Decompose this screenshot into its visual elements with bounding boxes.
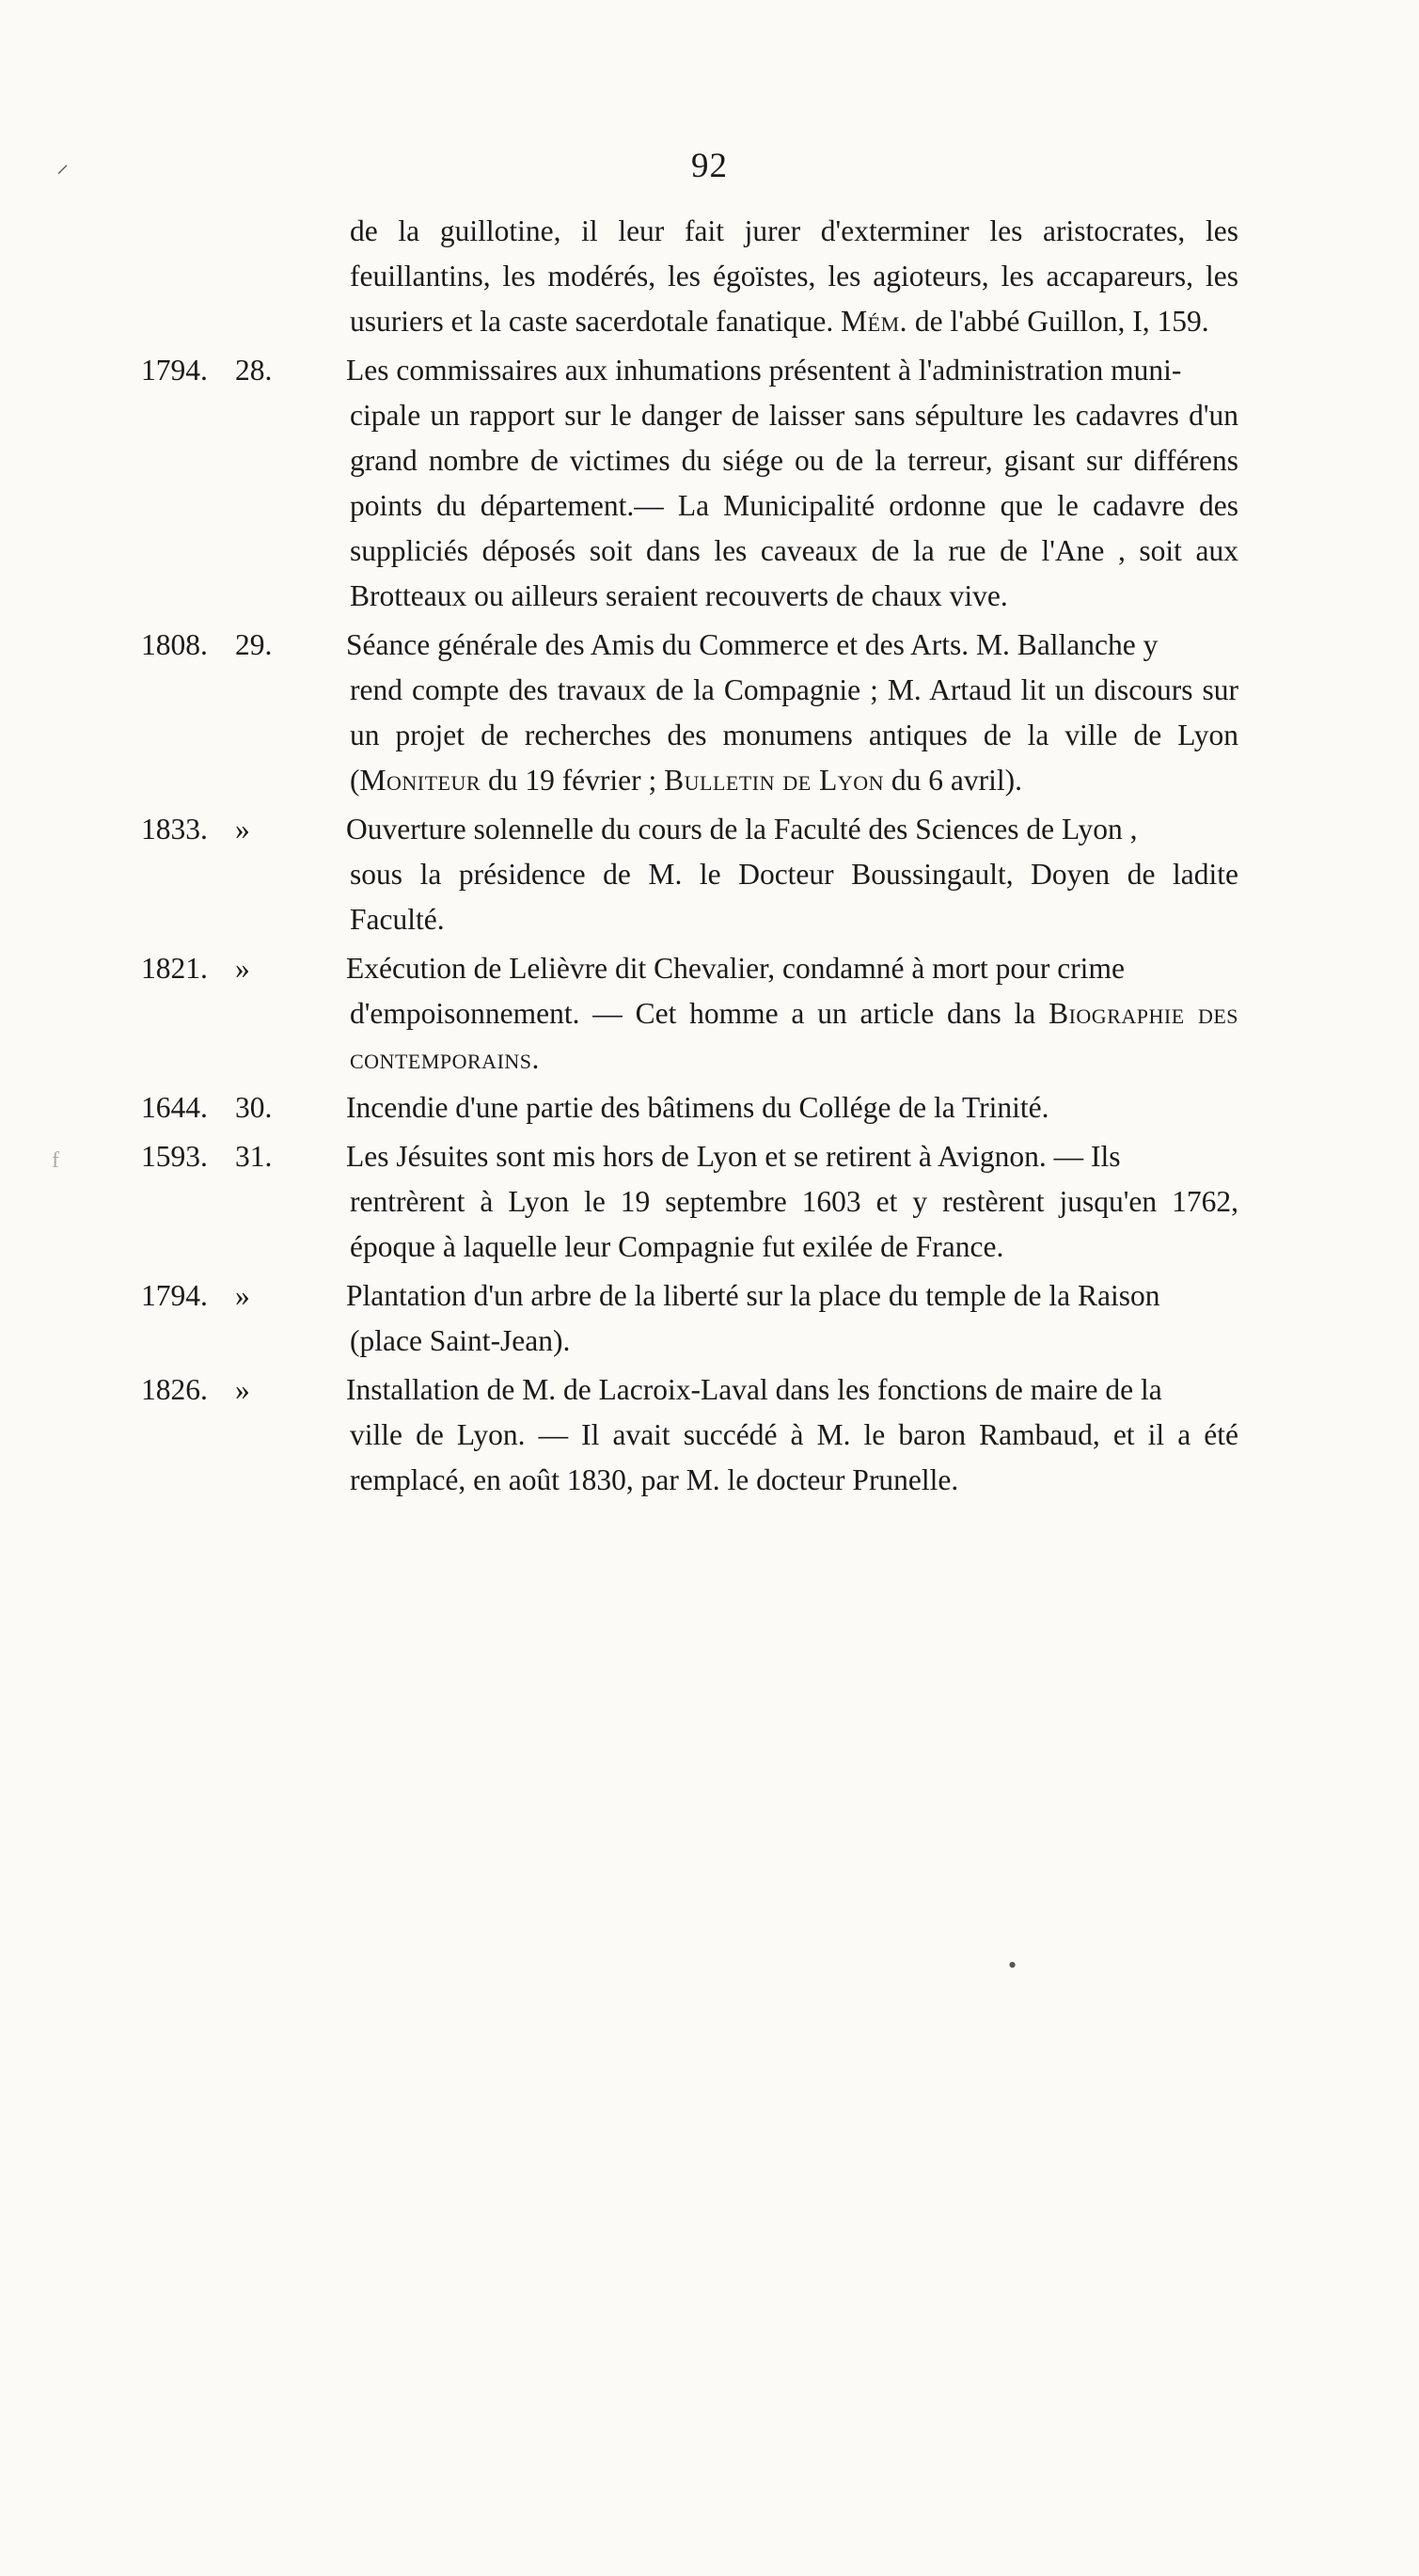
entry-first-line	[141, 1134, 1238, 1179]
entry-year: 1826.	[141, 1373, 208, 1406]
entry-text-mid: du 19 février ;	[481, 764, 665, 797]
entry-day: »	[235, 1279, 250, 1312]
entry-text-end: du 6 avril).	[883, 764, 1022, 797]
entry-day: 30.	[235, 1091, 273, 1124]
ink-mark: ⸝	[56, 150, 70, 178]
entry	[141, 1273, 1238, 1364]
entry-first-line	[141, 1085, 1238, 1130]
entry	[141, 1367, 1238, 1503]
entry-first-line	[141, 1273, 1238, 1319]
entry-year: 1593.	[141, 1140, 208, 1173]
entry-first-line	[141, 623, 1238, 668]
page-number: 92	[691, 147, 728, 185]
entry-lead: Les Jésuites sont mis hors de Lyon et se retirent à Avignon. — Ils	[346, 1140, 1121, 1173]
document-body	[141, 209, 1238, 1507]
entry	[141, 807, 1238, 942]
entry-text: rend compte des travaux de la Compagnie ; M. Artaud lit un discours sur un projet de recherches des monumens antiques de la ville de Lyon (	[350, 673, 1238, 797]
entry-first-line: de la guillotine, il leur fait jurer d'exterminer les aristocrates, les	[350, 214, 1238, 247]
entry-lead: Ouverture solennelle du cours de la Faculté des Sciences de Lyon ,	[346, 813, 1138, 845]
entry-first-line	[141, 946, 1238, 991]
ink-dot: •	[1008, 1952, 1017, 1979]
entry-text: cipale un rapport sur le danger de laisser sans sépulture les cadavres d'un grand nombre de victimes du siége ou de la terreur, gisant sur différens points du département.— La Municipalité ordonne que le cadavre des suppliciés déposés soit dans les caveaux de la rue de l'Ane , soit aux Brotteaux ou ailleurs seraient recouverts de chaux vive.	[350, 399, 1238, 612]
entry	[141, 1134, 1238, 1270]
entry-lead: Les commissaires aux inhumations présentent à l'administration muni-	[346, 354, 1182, 387]
entry-day: 28.	[235, 354, 273, 387]
entry-continuation	[141, 209, 1238, 344]
entry-text: feuillantins, les modérés, les égoïstes, les agioteurs, les accapareurs, les usuriers et la caste sacerdotale fanatique.	[350, 260, 1238, 338]
entry-year: 1794.	[141, 1279, 208, 1312]
entry	[141, 946, 1238, 1082]
entry-first-line	[141, 1367, 1238, 1413]
entry-year: 1644.	[141, 1091, 208, 1124]
entry-day: »	[235, 1373, 250, 1406]
entry-day: »	[235, 952, 250, 985]
entry-lead: Séance générale des Amis du Commerce et des Arts. M. Ballanche y	[346, 628, 1159, 661]
publication-title: Bulletin de Lyon	[664, 764, 884, 797]
entry-day: 29.	[235, 628, 273, 661]
abbreviation: Mém.	[841, 305, 908, 338]
entry-year: 1794.	[141, 354, 208, 387]
entry-text: d'empoisonnement. — Cet homme a un article dans la	[350, 997, 1049, 1030]
entry-text: sous la présidence de M. le Docteur Boussingault, Doyen de ladite Faculté.	[350, 858, 1238, 936]
entry-day: 31.	[235, 1140, 273, 1173]
entry-day: »	[235, 813, 250, 845]
entry	[141, 348, 1238, 619]
entry-first-line	[141, 807, 1238, 852]
entry-lead: Plantation d'un arbre de la liberté sur la place du temple de la Raison	[346, 1279, 1160, 1312]
entry-text: ville de Lyon. — Il avait succédé à M. le baron Rambaud, et il a été remplacé, en août 1830, par M. le docteur Prunelle.	[350, 1418, 1238, 1496]
publication-title: Biographie des contemporains.	[350, 997, 1238, 1075]
entry	[141, 1085, 1238, 1130]
entry-text-tail: de l'abbé Guillon, I, 159.	[907, 305, 1209, 338]
pencil-mark: ᶠ	[52, 1144, 60, 1186]
entry-first-line	[141, 348, 1238, 393]
entry-lead: Incendie d'une partie des bâtimens du Collége de la Trinité.	[346, 1091, 1049, 1124]
entry-text: (place Saint-Jean).	[350, 1324, 571, 1357]
entry-year: 1833.	[141, 813, 208, 845]
publication-title: Moniteur	[359, 764, 481, 797]
entry	[141, 623, 1238, 803]
entry-lead: Installation de M. de Lacroix-Laval dans les fonctions de maire de la	[346, 1373, 1162, 1406]
entry-text: rentrèrent à Lyon le 19 septembre 1603 et y restèrent jusqu'en 1762, époque à laquelle leur Compagnie fut exilée de France.	[350, 1185, 1238, 1263]
entry-year: 1808.	[141, 628, 208, 661]
entry-year: 1821.	[141, 952, 208, 985]
entry-lead: Exécution de Lelièvre dit Chevalier, condamné à mort pour crime	[346, 952, 1125, 985]
